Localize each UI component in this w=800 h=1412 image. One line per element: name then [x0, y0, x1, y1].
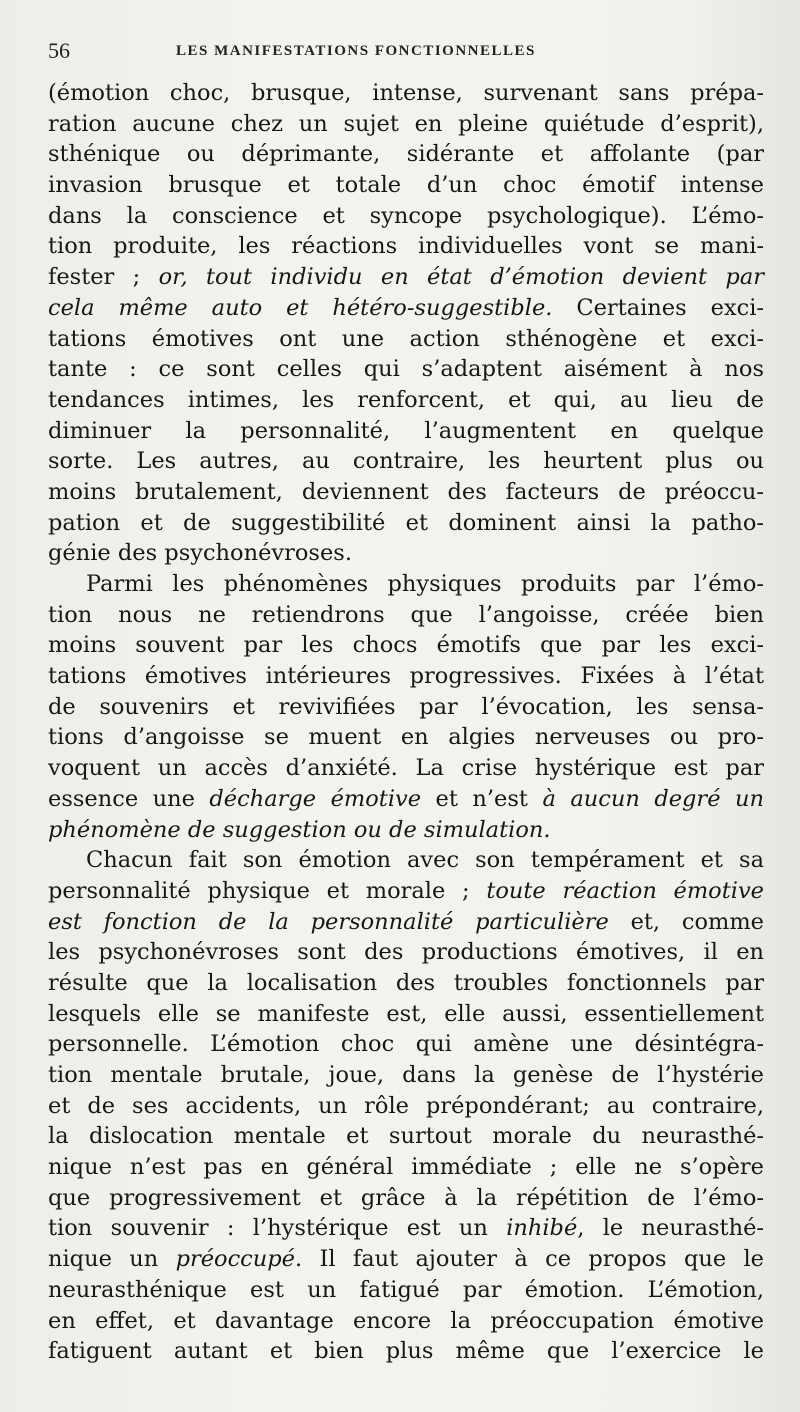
running-title: LES MANIFESTATIONS FONCTIONNELLES [176, 43, 536, 59]
text-line: nique n’est pas en général immédiate ; elle ne s’opère [48, 1154, 764, 1181]
text-line: ration aucune chez un sujet en pleine quiétude d’esprit), [48, 110, 764, 137]
text-line: tante : ce sont celles qui s’adaptent aisément à nos [48, 356, 764, 383]
text-line: personnelle. L’émotion choc qui amène une désintégra- [48, 1031, 764, 1058]
text-line: sorte. Les autres, au contraire, les heurtent plus ou [48, 448, 764, 475]
text-line: tations émotives ont une action sthénogène et exci- [48, 325, 764, 352]
text-line: tion souvenir : l’hystérique est un inhibé, le neurasthé- [48, 1215, 764, 1242]
text-line: la dislocation mentale et surtout morale du neurasthé- [48, 1123, 764, 1150]
page-number: 56 [48, 38, 70, 63]
text-line: fester ; or, tout individu en état d’émotion devient par [48, 264, 765, 291]
text-line: résulte que la localisation des troubles fonctionnels par [48, 969, 764, 996]
text-line: voquent un accès d’anxiété. La crise hystérique est par [48, 755, 764, 782]
text-line: tendances intimes, les renforcent, et qui, au lieu de [48, 386, 764, 413]
text-line: et de ses accidents, un rôle prépondérant; au contraire, [48, 1092, 764, 1119]
text-line: lesquels elle se manifeste est, elle aussi, essentiellement [48, 1000, 764, 1027]
paragraph-first-line: Parmi les phénomènes physiques produits par l’émo- [86, 571, 764, 597]
text-line: essence une décharge émotive et n’est à aucun degré un [48, 785, 764, 812]
text-line: diminuer la personnalité, l’augmentent en quelque [48, 417, 764, 444]
text-line: est fonction de la personnalité particulière et, comme [48, 908, 764, 935]
text-line: tations émotives intérieures progressives. Fixées à l’état [48, 663, 764, 690]
paragraph-last-line: génie des psychonévroses. [48, 540, 352, 567]
text-line: les psychonévroses sont des productions émotives, il en [48, 939, 764, 966]
text-line: de souvenirs et revivifiées par l’évocation, les sensa- [48, 693, 764, 720]
text-line: nique un préoccupé. Il faut ajouter à ce propos que le [48, 1246, 764, 1273]
text-line: (émotion choc, brusque, intense, survenant sans prépa- [48, 80, 764, 106]
text-line: invasion brusque et totale d’un choc émotif intense [48, 172, 764, 199]
text-line: tion nous ne retiendrons que l’angoisse, créée bien [48, 601, 764, 628]
text-line: pation et de suggestibilité et dominent ainsi la patho- [48, 509, 764, 536]
page-header [48, 38, 760, 63]
text-line: que progressivement et grâce à la répétition de l’émo- [48, 1184, 764, 1211]
text-line: neurasthénique est un fatigué par émotion. L’émotion, [48, 1276, 764, 1303]
text-line: moins souvent par les chocs émotifs que par les exci- [48, 632, 764, 659]
text-line: en effet, et davantage encore la préoccupation émotive [48, 1307, 764, 1334]
text-line: tion mentale brutale, joue, dans la genèse de l’hystérie [48, 1062, 764, 1088]
text-line: sthénique ou déprimante, sidérante et affolante (par [48, 141, 764, 168]
paragraph-last-line: phénomène de suggestion ou de simulation. [48, 816, 551, 843]
text-line: fatiguent autant et bien plus même que l’exercice le [48, 1338, 764, 1365]
body-text [48, 78, 764, 1367]
text-line: moins brutalement, deviennent des facteurs de préoccu- [48, 478, 764, 505]
text-line: cela même auto et hétéro-suggestible. Certaines exci- [48, 294, 764, 321]
text-line: tions d’angoisse se muent en algies nerveuses ou pro- [48, 724, 764, 751]
text-line: dans la conscience et syncope psychologique). L’émo- [48, 202, 764, 229]
text-line: personnalité physique et morale ; toute réaction émotive [48, 877, 764, 904]
text-line: tion produite, les réactions individuelles vont se mani- [48, 233, 764, 260]
paragraph-first-line: Chacun fait son émotion avec son tempérament et sa [86, 847, 764, 874]
